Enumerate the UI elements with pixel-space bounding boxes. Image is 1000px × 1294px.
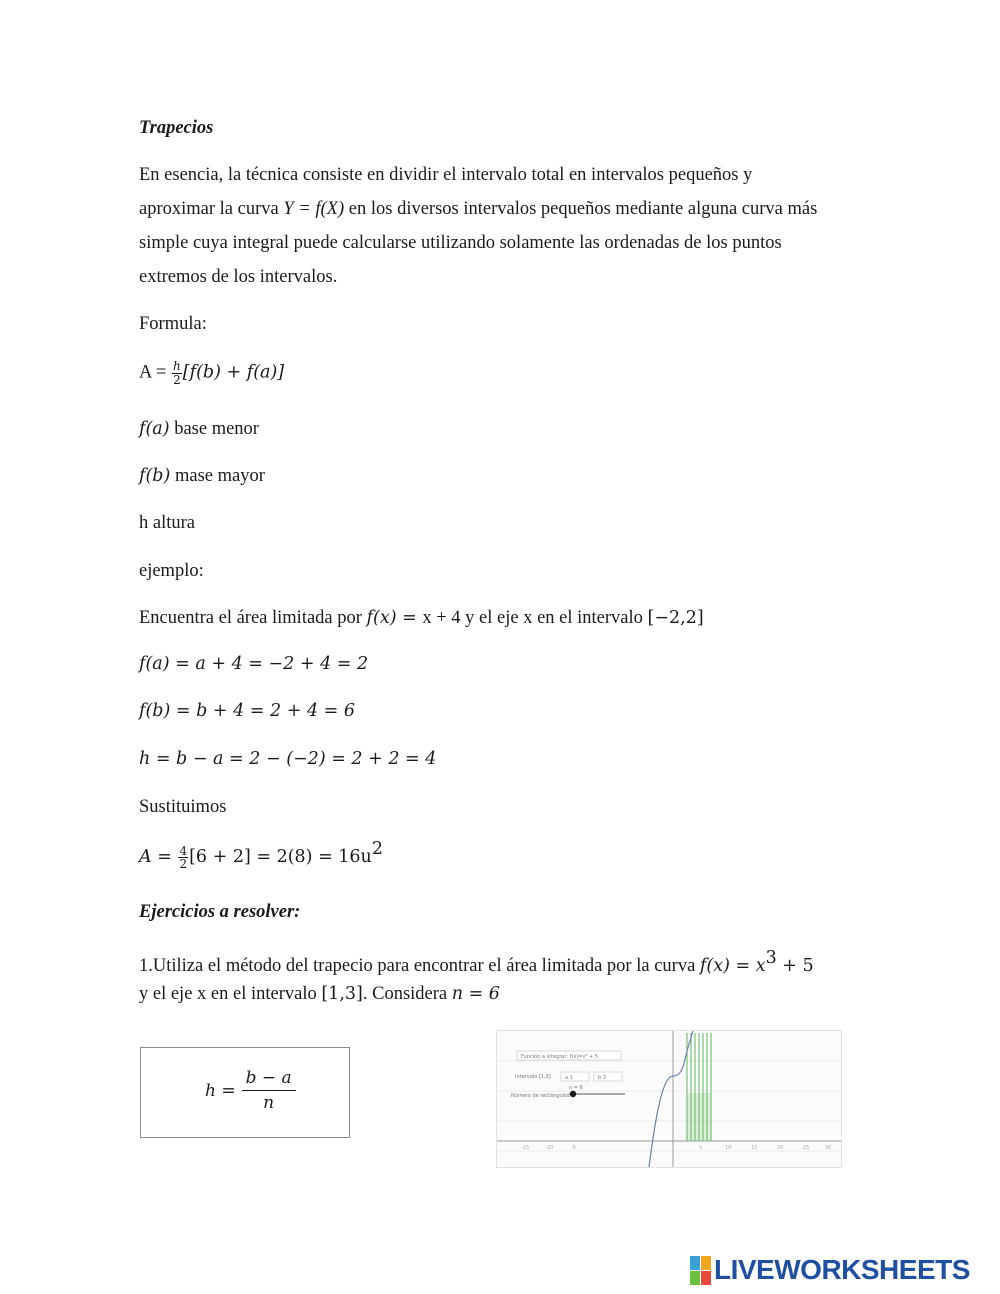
svg-text:10: 10 — [725, 1145, 732, 1151]
formula-fraction — [172, 360, 182, 386]
exercise-interval: [1,3] — [321, 984, 363, 1004]
example-label: ejemplo: — [139, 561, 204, 581]
logo-badge-icon — [690, 1256, 711, 1285]
result-fraction — [178, 845, 188, 871]
example-prompt-text: Encuentra el área limitada por — [139, 608, 367, 628]
intro-text: aproximar la curva — [139, 199, 284, 219]
intro-equation: Y = f(X) — [283, 199, 345, 219]
logo-text: LIVEWORKSHEETS — [714, 1254, 970, 1285]
result-body: [6 + 2] = 2(8) = 16u — [189, 847, 372, 867]
svg-text:25: 25 — [803, 1145, 810, 1151]
definition-altura: h altura — [139, 513, 195, 533]
geogebra-graph-image — [496, 1030, 842, 1168]
intro-line-4: extremos de los intervalos. — [139, 267, 338, 287]
result-prefix: A = — [139, 847, 178, 867]
svg-text:15: 15 — [751, 1145, 758, 1151]
intro-line-2 — [139, 200, 817, 219]
example-prompt — [139, 609, 704, 628]
graph-svg — [497, 1031, 841, 1167]
exercise-1-line-1 — [139, 950, 814, 976]
fraction-denominator: 2 — [179, 857, 188, 872]
substitute-label: Sustituimos — [139, 797, 227, 817]
exercise-exponent: 3 — [765, 948, 777, 968]
graph-ticks — [521, 1145, 831, 1151]
definition-text: base menor — [169, 419, 259, 439]
h-formula — [205, 1066, 296, 1115]
definition-symbol: f(b) — [139, 466, 171, 486]
exercise-n: n = 6 — [451, 984, 500, 1004]
example-step-3: h = b − a = 2 − (−2) = 2 + 2 = 4 — [139, 749, 437, 769]
exercise-function-tail: + 5 — [776, 956, 814, 976]
exercise-1-line-2 — [139, 985, 500, 1004]
exercise-text: 1.Utiliza el método del trapecio para encontrar el área limitada por la curva — [139, 956, 700, 976]
fraction-denominator: n — [263, 1093, 275, 1113]
svg-text:-15: -15 — [521, 1145, 530, 1151]
example-result — [139, 841, 383, 871]
example-function: f(x) = — [366, 608, 423, 628]
graph-curve — [649, 1031, 693, 1167]
fraction-numerator: b − a — [242, 1066, 296, 1091]
graph-interval-label: Intervalo [1,3] — [515, 1074, 551, 1080]
definition-base-menor — [139, 420, 259, 439]
definition-base-mayor — [139, 467, 265, 486]
h-formula-fraction — [242, 1066, 296, 1115]
fraction-numerator: 4 — [179, 843, 188, 858]
graph-a-label: a 1 — [565, 1075, 573, 1081]
example-interval: [−2,2] — [647, 608, 704, 628]
svg-text:5: 5 — [699, 1145, 703, 1151]
result-exponent: 2 — [371, 839, 383, 859]
graph-function-label: Función a integrar: f(x)=x³ + 5 — [521, 1054, 599, 1060]
exercises-heading: Ejercicios a resolver: — [139, 902, 301, 922]
intro-text-tail: en los diversos intervalos pequeños mediante alguna curva más — [344, 199, 818, 219]
graph-b-label: b 3 — [598, 1075, 606, 1081]
formula-prefix: A = — [139, 362, 172, 383]
graph-controls — [511, 1051, 625, 1099]
liveworksheets-logo — [690, 1254, 970, 1286]
exercise-text-tail: . Considera — [362, 984, 452, 1004]
section-heading: Trapecios — [139, 118, 214, 138]
svg-text:20: 20 — [777, 1145, 784, 1151]
intro-line-3: simple cuya integral puede calcularse utilizando solamente las ordenadas de los puntos — [139, 233, 782, 253]
svg-text:30: 30 — [825, 1145, 832, 1151]
graph-n-label: n = 6 — [569, 1085, 583, 1091]
example-prompt-tail: x + 4 y el eje x en el intervalo — [422, 608, 648, 628]
svg-text:-5: -5 — [571, 1145, 576, 1151]
example-step-2: f(b) = b + 4 = 2 + 4 = 6 — [139, 701, 356, 721]
definition-symbol: f(a) — [139, 419, 170, 439]
fraction-denominator: 2 — [173, 372, 181, 387]
example-step-1: f(a) = a + 4 = −2 + 4 = 2 — [139, 654, 369, 674]
h-formula-box — [140, 1047, 350, 1138]
exercise-function: f(x) = x — [699, 956, 766, 976]
graph-slider-handle — [570, 1091, 576, 1097]
fraction-numerator: h — [173, 359, 181, 373]
h-formula-lhs: h = — [205, 1080, 236, 1101]
intro-line-1: En esencia, la técnica consiste en dividir el intervalo total en intervalos pequeños y — [139, 165, 753, 185]
graph-slider-label: Número de rectángulos — [511, 1093, 570, 1099]
trapezoid-formula — [139, 360, 284, 386]
definition-text: mase mayor — [170, 466, 265, 486]
svg-text:-10: -10 — [545, 1145, 554, 1151]
exercise-text: y el eje x en el intervalo — [139, 984, 322, 1004]
graph-rectangles — [687, 1033, 711, 1141]
formula-label: Formula: — [139, 314, 207, 334]
formula-body: [f(b) + f(a)] — [182, 362, 285, 383]
